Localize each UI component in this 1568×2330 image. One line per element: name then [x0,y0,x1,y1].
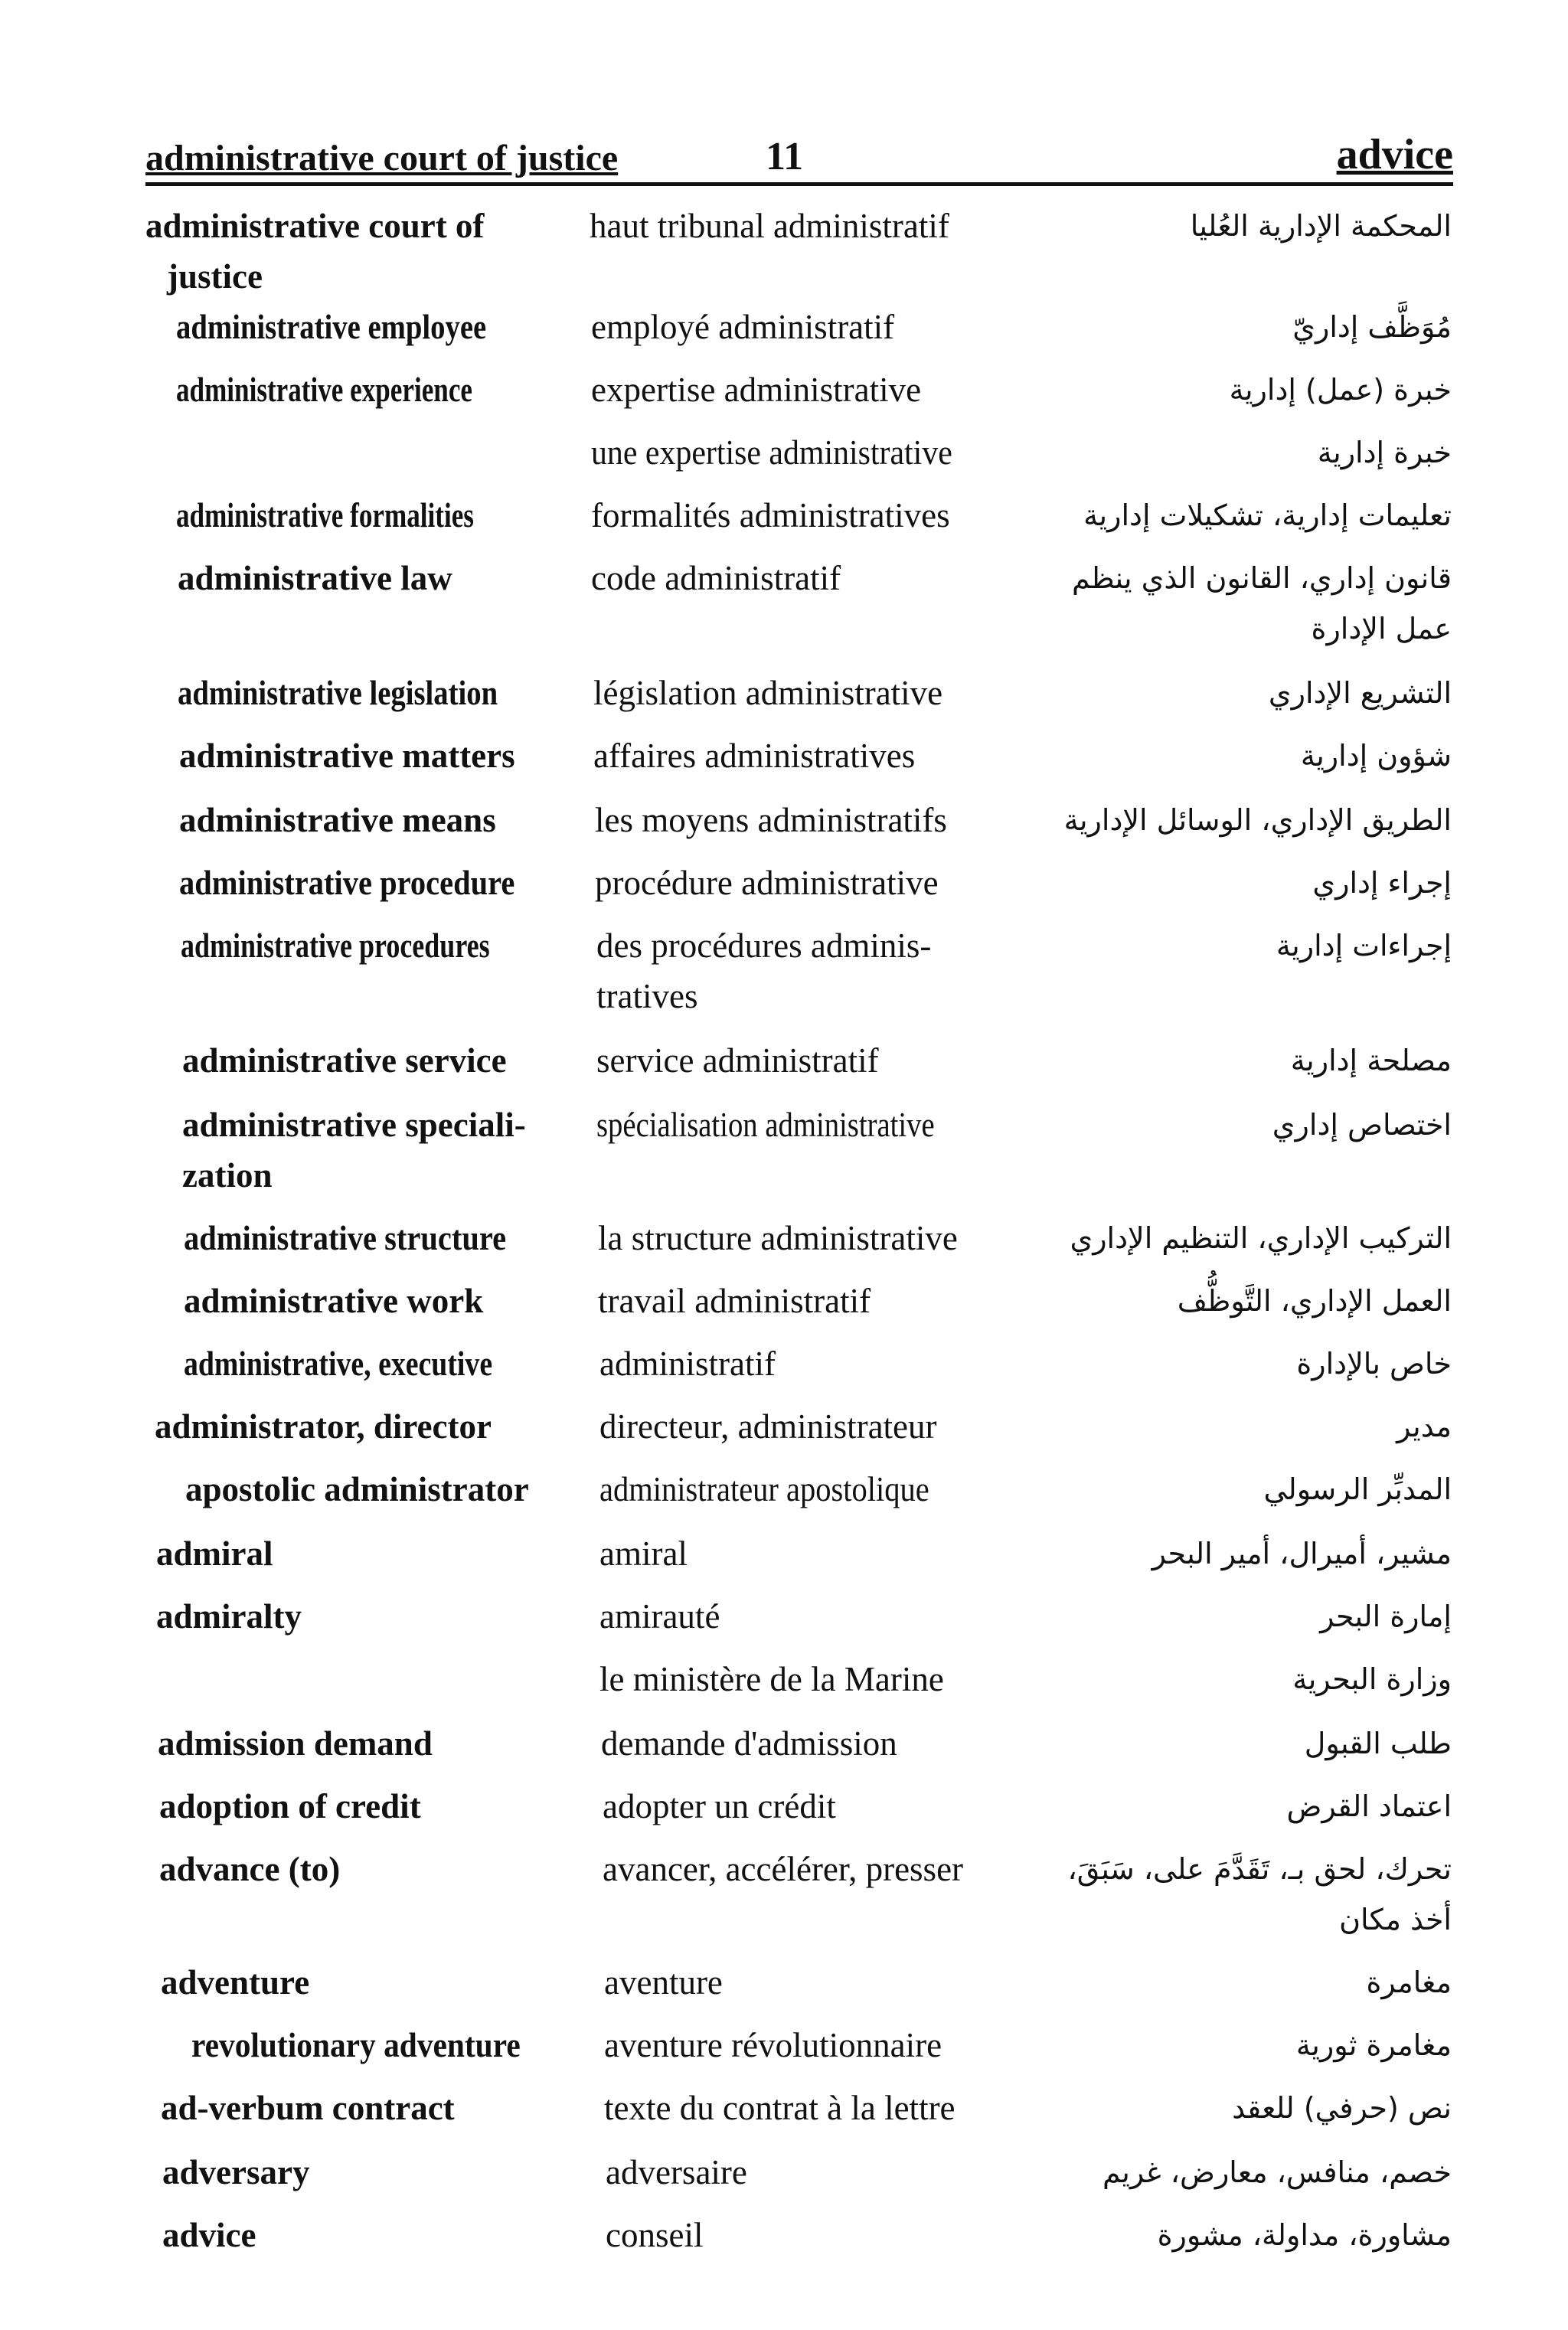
english-term: admiralty [156,1597,302,1636]
arabic-term: إجراء إداري [1312,866,1452,900]
english-term [184,1338,551,1389]
arabic-term: مشاورة، مداولة، مشورة [1157,2218,1452,2252]
english-term-line: administrative speciali- [182,1106,526,1144]
english-term-continuation: zation [182,1156,273,1194]
english-term [145,201,484,302]
page-header [145,121,1453,186]
arabic-term: مدير [1396,1410,1452,1443]
english-term [178,668,550,718]
english-term [181,920,567,971]
french-term: la structure administrative [598,1219,958,1257]
arabic-term: مصلحة إدارية [1290,1044,1452,1077]
french-term-line: spécialisation administrative [596,1106,935,1144]
english-term: administrative service [182,1041,507,1080]
french-term: travail administratif [598,1282,871,1320]
english-term-line: administrative court of [145,207,485,245]
arabic-term-continuation: عمل الإدارة [1311,612,1452,645]
french-term [596,920,1025,1021]
english-term [191,2020,549,2070]
french-term-line: administrateur apostolique [599,1470,929,1508]
arabic-term: وزارة البحرية [1292,1662,1452,1696]
arabic-term: الطريق الإداري، الوسائل الإدارية [1063,803,1452,837]
arabic-term: خاص بالإدارة [1296,1347,1452,1381]
french-term: avancer, accélérer, presser [603,1850,964,1888]
english-term-line: revolutionary adventure [191,2026,521,2064]
arabic-term: تعليمات إدارية، تشكيلات إدارية [1083,498,1452,532]
arabic-term: خبرة إدارية [1317,436,1452,469]
arabic-term: إجراءات إدارية [1276,929,1452,962]
english-term-line: administrative, executive [184,1345,493,1383]
french-term [599,1464,1028,1515]
french-term: demande d'admission [601,1724,897,1763]
arabic-term: العمل الإداري، التَّوظُّف [1177,1284,1452,1318]
french-term: procédure administrative [595,864,939,902]
arabic-term: مغامرة [1366,1966,1452,1999]
arabic-term: خبرة (عمل) إدارية [1229,373,1452,407]
french-term: conseil [606,2216,704,2254]
english-term: advance (to) [159,1850,341,1888]
arabic-term-line: تحرك، لحق بـ، تَقَدَّمَ على، سَبَقَ، [1067,1852,1452,1886]
arabic-term: المحكمة الإدارية العُليا [1190,209,1452,243]
english-term: ad-verbum contract [161,2089,455,2127]
french-term: directeur, administrateur [599,1407,937,1446]
english-term [184,1213,542,1263]
arabic-term [1023,553,1452,654]
english-term: apostolic administrator [185,1470,529,1508]
arabic-term: نص (حرفي) للعقد [1232,2091,1452,2125]
arabic-term: طلب القبول [1304,1727,1452,1760]
english-term-continuation: justice [167,257,263,296]
arabic-term: خصم، منافس، معارض، غريم [1102,2155,1452,2189]
english-term [176,302,537,352]
arabic-term: اختصاص إداري [1272,1108,1452,1142]
arabic-term: اعتماد القرض [1286,1789,1452,1823]
english-term-line: administrative formalities [176,496,474,534]
french-term-line: une expertise administrative [591,433,952,472]
french-term: formalités administratives [591,496,950,534]
arabic-term: المدبِّر الرسولي [1263,1472,1452,1506]
french-term [596,1100,1025,1150]
english-term [176,364,556,415]
arabic-term-continuation: أخذ مكان [1339,1903,1452,1936]
english-term-line: administrative procedure [179,864,515,902]
french-term: haut tribunal administratif [590,207,949,245]
french-term: expertise administrative [591,371,922,409]
english-term: admiral [156,1534,273,1573]
french-term: administratif [599,1345,776,1383]
french-term-line: des procédures adminis- [596,926,932,965]
french-term [591,427,1020,478]
french-term: adversaire [606,2153,747,2191]
arabic-term: إمارة البحر [1320,1600,1452,1633]
header-last-entry: advice [1336,131,1453,178]
english-term: adventure [161,1963,310,2002]
arabic-term [1023,1844,1452,1945]
arabic-term-line: قانون إداري، القانون الذي ينظم [1072,561,1452,595]
english-term-line: administrative structure [184,1219,507,1257]
french-term: législation administrative [593,674,943,712]
french-term: code administratif [591,559,841,597]
english-term: administrator, director [155,1407,492,1446]
french-term: aventure révolutionnaire [604,2026,942,2064]
english-term-line: administrative employee [176,308,487,346]
french-term: amirauté [599,1597,720,1636]
arabic-term: شؤون إدارية [1300,739,1452,773]
french-term-continuation: tratives [596,977,698,1015]
english-term: advice [162,2216,256,2254]
english-term-line: administrative experience [176,371,472,409]
arabic-term: التشريع الإداري [1268,676,1452,710]
french-term: employé administratif [591,308,895,346]
english-term [179,858,552,908]
french-term: amiral [599,1534,688,1573]
english-term: administrative matters [179,737,515,775]
english-term [182,1100,526,1201]
french-term: les moyens administratifs [595,801,947,839]
french-term: texte du contrat à la lettre [604,2089,956,2127]
arabic-term: مغامرة ثورية [1295,2028,1452,2062]
french-term: adopter un crédit [603,1787,836,1825]
french-term: service administratif [596,1041,879,1080]
french-term: le ministère de la Marine [599,1660,944,1698]
english-term: administrative law [178,559,452,597]
english-term-line: administrative procedures [181,926,490,965]
arabic-term: مشير، أميرال، أمير البحر [1152,1537,1452,1570]
page-number: 11 [766,135,804,178]
english-term: adoption of credit [159,1787,421,1825]
english-term: administrative means [179,801,496,839]
header-first-entry: administrative court of justice [145,138,619,178]
arabic-term: التركيب الإداري، التنظيم الإداري [1070,1221,1452,1255]
english-term-line: administrative legislation [178,674,498,712]
english-term: admission demand [158,1724,433,1763]
english-term: adversary [162,2153,310,2191]
french-term: aventure [604,1963,723,2002]
arabic-term: مُوَظَّف إداريّ [1292,310,1452,344]
english-term [176,490,558,541]
english-term: administrative work [184,1282,484,1320]
french-term: affaires administratives [593,737,916,775]
